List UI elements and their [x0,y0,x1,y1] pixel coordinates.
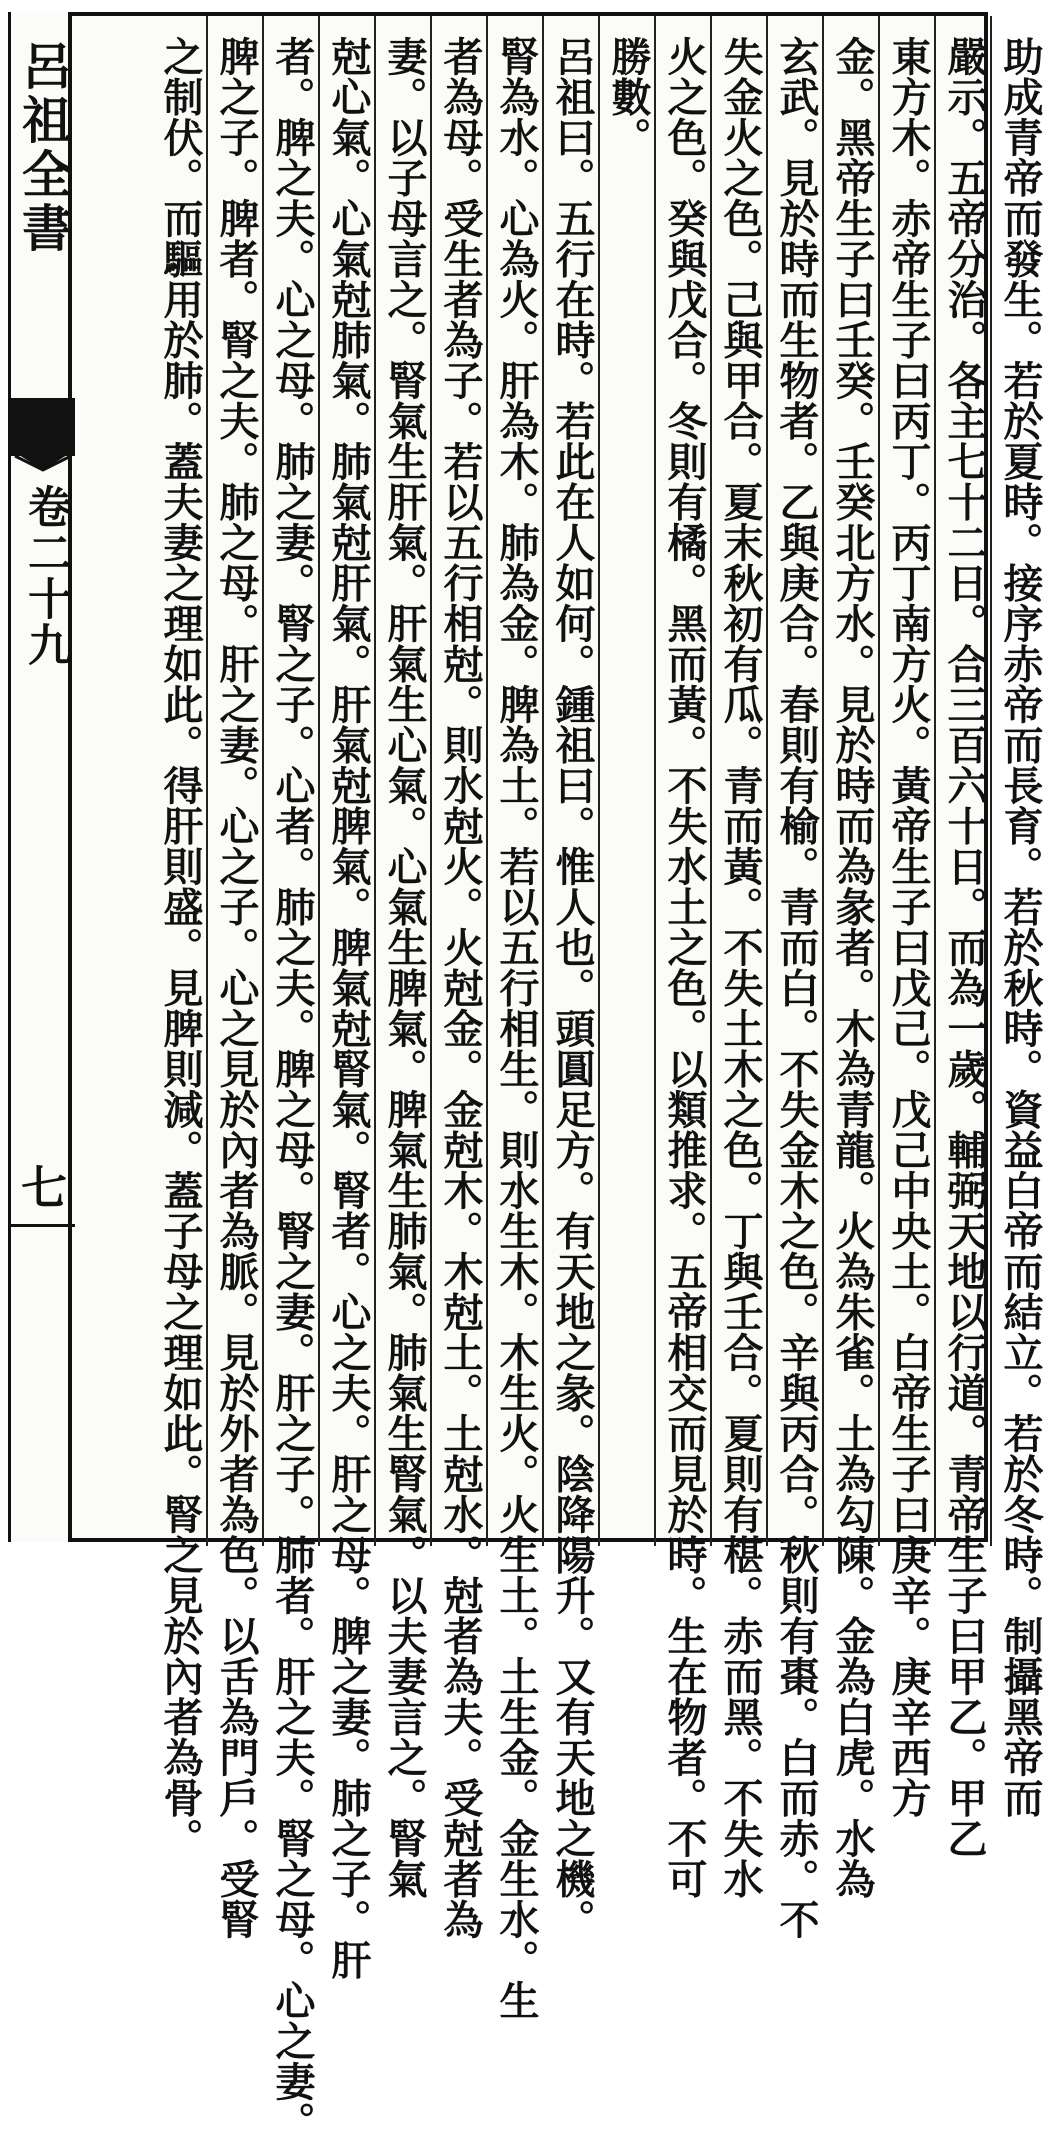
fishtail-notch-icon [11,442,75,472]
text-body [136,16,1052,2142]
text-column: 勝數。 [605,36,652,158]
column-rule [766,16,768,1546]
text-column: 妻。以子母言之。腎氣生肝氣。肝氣生心氣。心氣生脾氣。脾氣生肺氣。肺氣生腎氣。以夫妻言之。腎氣 [381,36,428,1899]
page-number: 七 [21,1161,67,1215]
text-column: 東方木。赤帝生子曰丙丁。丙丁南方火。黃帝生子曰戊己。戊己中央土。白帝生子曰庚辛。庚辛西方 [885,36,932,1818]
column-rule [262,16,264,1546]
column-rule [822,16,824,1546]
margin-column [8,12,72,1542]
column-rule [878,16,880,1546]
text-column: 玄武。見於時而生物者。乙與庚合。春則有榆。青而白。不失金木之色。辛與丙合。秋則有棗。白而赤。不 [773,36,820,1940]
column-rule [430,16,432,1546]
column-rule [654,16,656,1546]
text-column: 腎為水。心為火。肝為木。肺為金。脾為土。若以五行相生。則水生木。木生火。火生土。土生金。金生水。生 [493,36,540,2021]
text-column: 之制伏。而驅用於肺。蓋夫妻之理如此。得肝則盛。見脾則減。蓋子母之理如此。腎之見於內者為骨。 [157,36,204,1859]
text-column: 者為母。受生者為子。若以五行相尅。則水尅火。火尅金。金尅木。木尅土。土尅水。尅者為夫。受尅者為 [437,36,484,1940]
volume-label: 卷二十九 [20,484,71,668]
text-column: 金。黑帝生子曰壬癸。壬癸北方水。見於時而為彖者。木為青龍。火為朱雀。土為勾陳。金為白虎。水為 [829,36,876,1899]
column-rule [542,16,544,1546]
text-frame [68,12,1044,2142]
text-column: 嚴示。五帝分治。各主七十二日。合三百六十日。而為一歲。輔弼天地以行道。青帝生子曰甲乙。甲乙 [941,36,988,1859]
column-rule [990,16,992,1546]
margin-divider [11,1224,75,1227]
column-rule [206,16,208,1546]
text-column: 尅心氣。心氣尅肺氣。肺氣尅肝氣。肝氣尅脾氣。脾氣尅腎氣。腎者。心之夫。肝之母。脾之妻。肺之子。肝 [325,36,372,1980]
column-rule [318,16,320,1546]
book-page [8,12,1044,2142]
text-column: 脾之子。脾者。腎之夫。肺之母。肝之妻。心之子。心之見於內者為脈。見於外者為色。以舌為門戶。受腎 [213,36,260,1940]
column-rule [374,16,376,1546]
column-rule [710,16,712,1546]
text-column: 者。脾之夫。心之母。肺之妻。腎之子。心者。肺之夫。脾之母。腎之妻。肝之子。肺者。肝之夫。腎之母。心之妻。 [269,36,316,2142]
book-title: 呂祖全書 [14,40,73,256]
text-column: 失金火之色。己與甲合。夏末秋初有瓜。青而黃。不失土木之色。丁與壬合。夏則有椹。赤而黑。不失水 [717,36,764,1899]
text-column: 火之色。癸與戊合。冬則有橘。黑而黃。不失水土之色。以類推求。五帝相交而見於時。生在物者。不可 [661,36,708,1899]
text-column: 呂祖曰。五行在時。若此在人如何。鍾祖曰。惟人也。頭圓足方。有天地之彖。陰降陽升。又有天地之機。 [549,36,596,1940]
text-column: 助成青帝而發生。若於夏時。接序赤帝而長育。若於秋時。資益白帝而結立。若於冬時。制攝黑帝而 [997,36,1044,1818]
column-rule [486,16,488,1546]
column-rule [598,16,600,1546]
column-rule [934,16,936,1546]
